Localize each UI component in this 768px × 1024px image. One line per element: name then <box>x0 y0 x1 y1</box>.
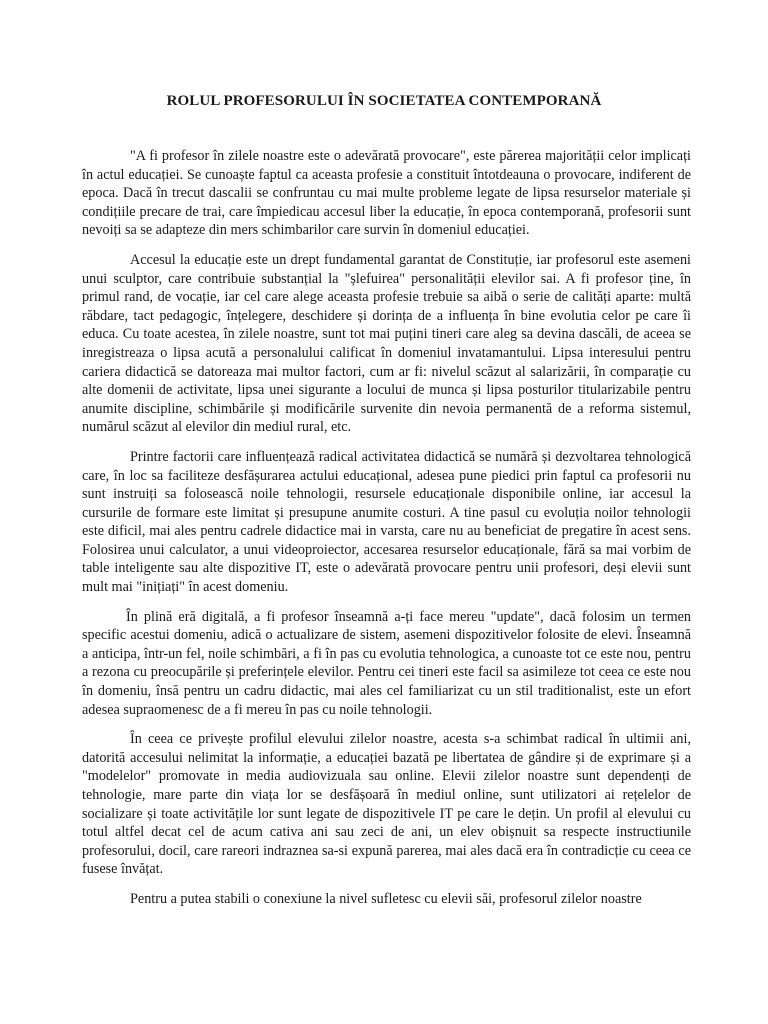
paragraph-access-to-education: Accesul la educație este un drept fundamental garantat de Constituție, iar profesorul este asemeni unui sculptor, care contribuie substanțial la "șlefuirea" personalității elevilor sai. A fi profesor ține, în primul rand, de vocație, iar cel care alege aceasta profesie trebuie sa aibă o serie de calități aparte: multă răbdare, tact pedagogic, înțelegere, deschidere și dorința de a influența în bine evolutia celor pe care îi educa. Cu toate acestea, în zilele noastre, sunt tot mai puțini tineri care aleg sa devina dascăli, de aceea se inregistreaza o lipsa acută a personalului calificat în domeniul invatamantului. Lipsa interesului pentru cariera didactică se datoreaza mai multor factori, cum ar fi: nivelul scăzut al salarizării, în comparație cu alte domenii de activitate, lipsa unei sigurante a locului de munca și lipsa posturilor titularizabile pentru anumite discipline, schimbările și modificările survenite din nevoia permanentă de a reforma sistemul, numărul scăzut al elevilor din mediul rural, etc. <box>82 251 691 436</box>
paragraph-student-profile: În ceea ce privește profilul elevului zilelor noastre, acesta s-a schimbat radical în ultimii ani, datorită accesului nelimitat la informație, a educației bazată pe libertatea de gândire și de exprimare și a "modelelor" promovate in media audiovizuala sau online. Elevii zilelor noastre sunt dependenți de tehnologie, mare parte din viața lor se desfășoară în mediul online, sunt utilizatori ai rețelelor de socializare și toate activitățile lor sunt legate de dispozitivele IT pe care le dețin. Un profil al elevului cu totul altfel decat cel de acum cativa ani sau zeci de ani, un elev obișnuit sa respecte instructiunile profesorului, docil, care rareori indraznea sa-si expună parerea, mai ales dacă era în contradicție cu ceea ce fusese învățat. <box>82 731 691 878</box>
document-title: ROLUL PROFESORULUI ÎN SOCIETATEA CONTEMPORANĂ <box>166 93 602 109</box>
paragraph-intro: "A fi profesor în zilele noastre este o adevărată provocare", este părerea majorității celor implicați în actul educației. Se cunoaște faptul ca aceasta profesie a constituit întotdeauna o provocare, indiferent de epoca. Dacă în trecut dascalii se confruntau cu mai multe probleme legate de lipsa resurselor materiale și condițiile precare de trai, care împiedicau accesul liber la educație, în epoca contemporană, profesorii sunt nevoiți sa se adapteze din mers schimbarilor care survin în domeniul educației. <box>82 148 691 239</box>
paragraph-conclusion-start: Pentru a putea stabili o conexiune la nivel sufletesc cu elevii săi, profesorul zilelor noastre <box>130 890 642 907</box>
paragraph-digital-era: În plină eră digitală, a fi profesor înseamnă a-ți face mereu "update", dacă folosim un termen specific acestui domeniu, adică o actualizare de sistem, asemeni dispozitivelor folosite de elevi. Înseamnă a anticipa, într-un fel, noile schimbări, a fi în pas cu evolutia tehnologica, a cunoaste tot ce este nou, pentru a rezona cu preocupările și preferințele elevilor. Pentru cei tineri este facil sa asimileze tot ceea ce este nou în domeniu, însă pentru un cadru didactic, mai ales cel familiarizat cu un stil traditionalist, este un efort adesea supraomenesc de a fi mereu în pas cu noile tehnologii. <box>82 608 691 718</box>
paragraph-technology-factors: Printre factorii care influențează radical activitatea didactică se numără și dezvoltarea tehnologică care, în loc sa faciliteze desfășurarea actului educațional, adesea pune piedici prin faptul ca profesorii nu sunt instruiți sa folosească noile tehnologii, resursele educaționale disponibile online, iar accesul la cursurile de formare este limitat și presupune anumite costuri. A tine pasul cu evoluția noilor tehnologii este dificil, mai ales pentru cadrele didactice mai in varsta, care nu au beneficiat de pregatire în acest sens. Folosirea unui calculator, a unui videoproiector, accesarea resurselor educaționale, fără sa mai vorbim de table inteligente sau alte dispozitive IT, este o adevărată provocare pentru unii profesori, deși elevii sunt mult mai "inițiați" în acest domeniu. <box>82 448 691 596</box>
document-body <box>82 147 691 920</box>
